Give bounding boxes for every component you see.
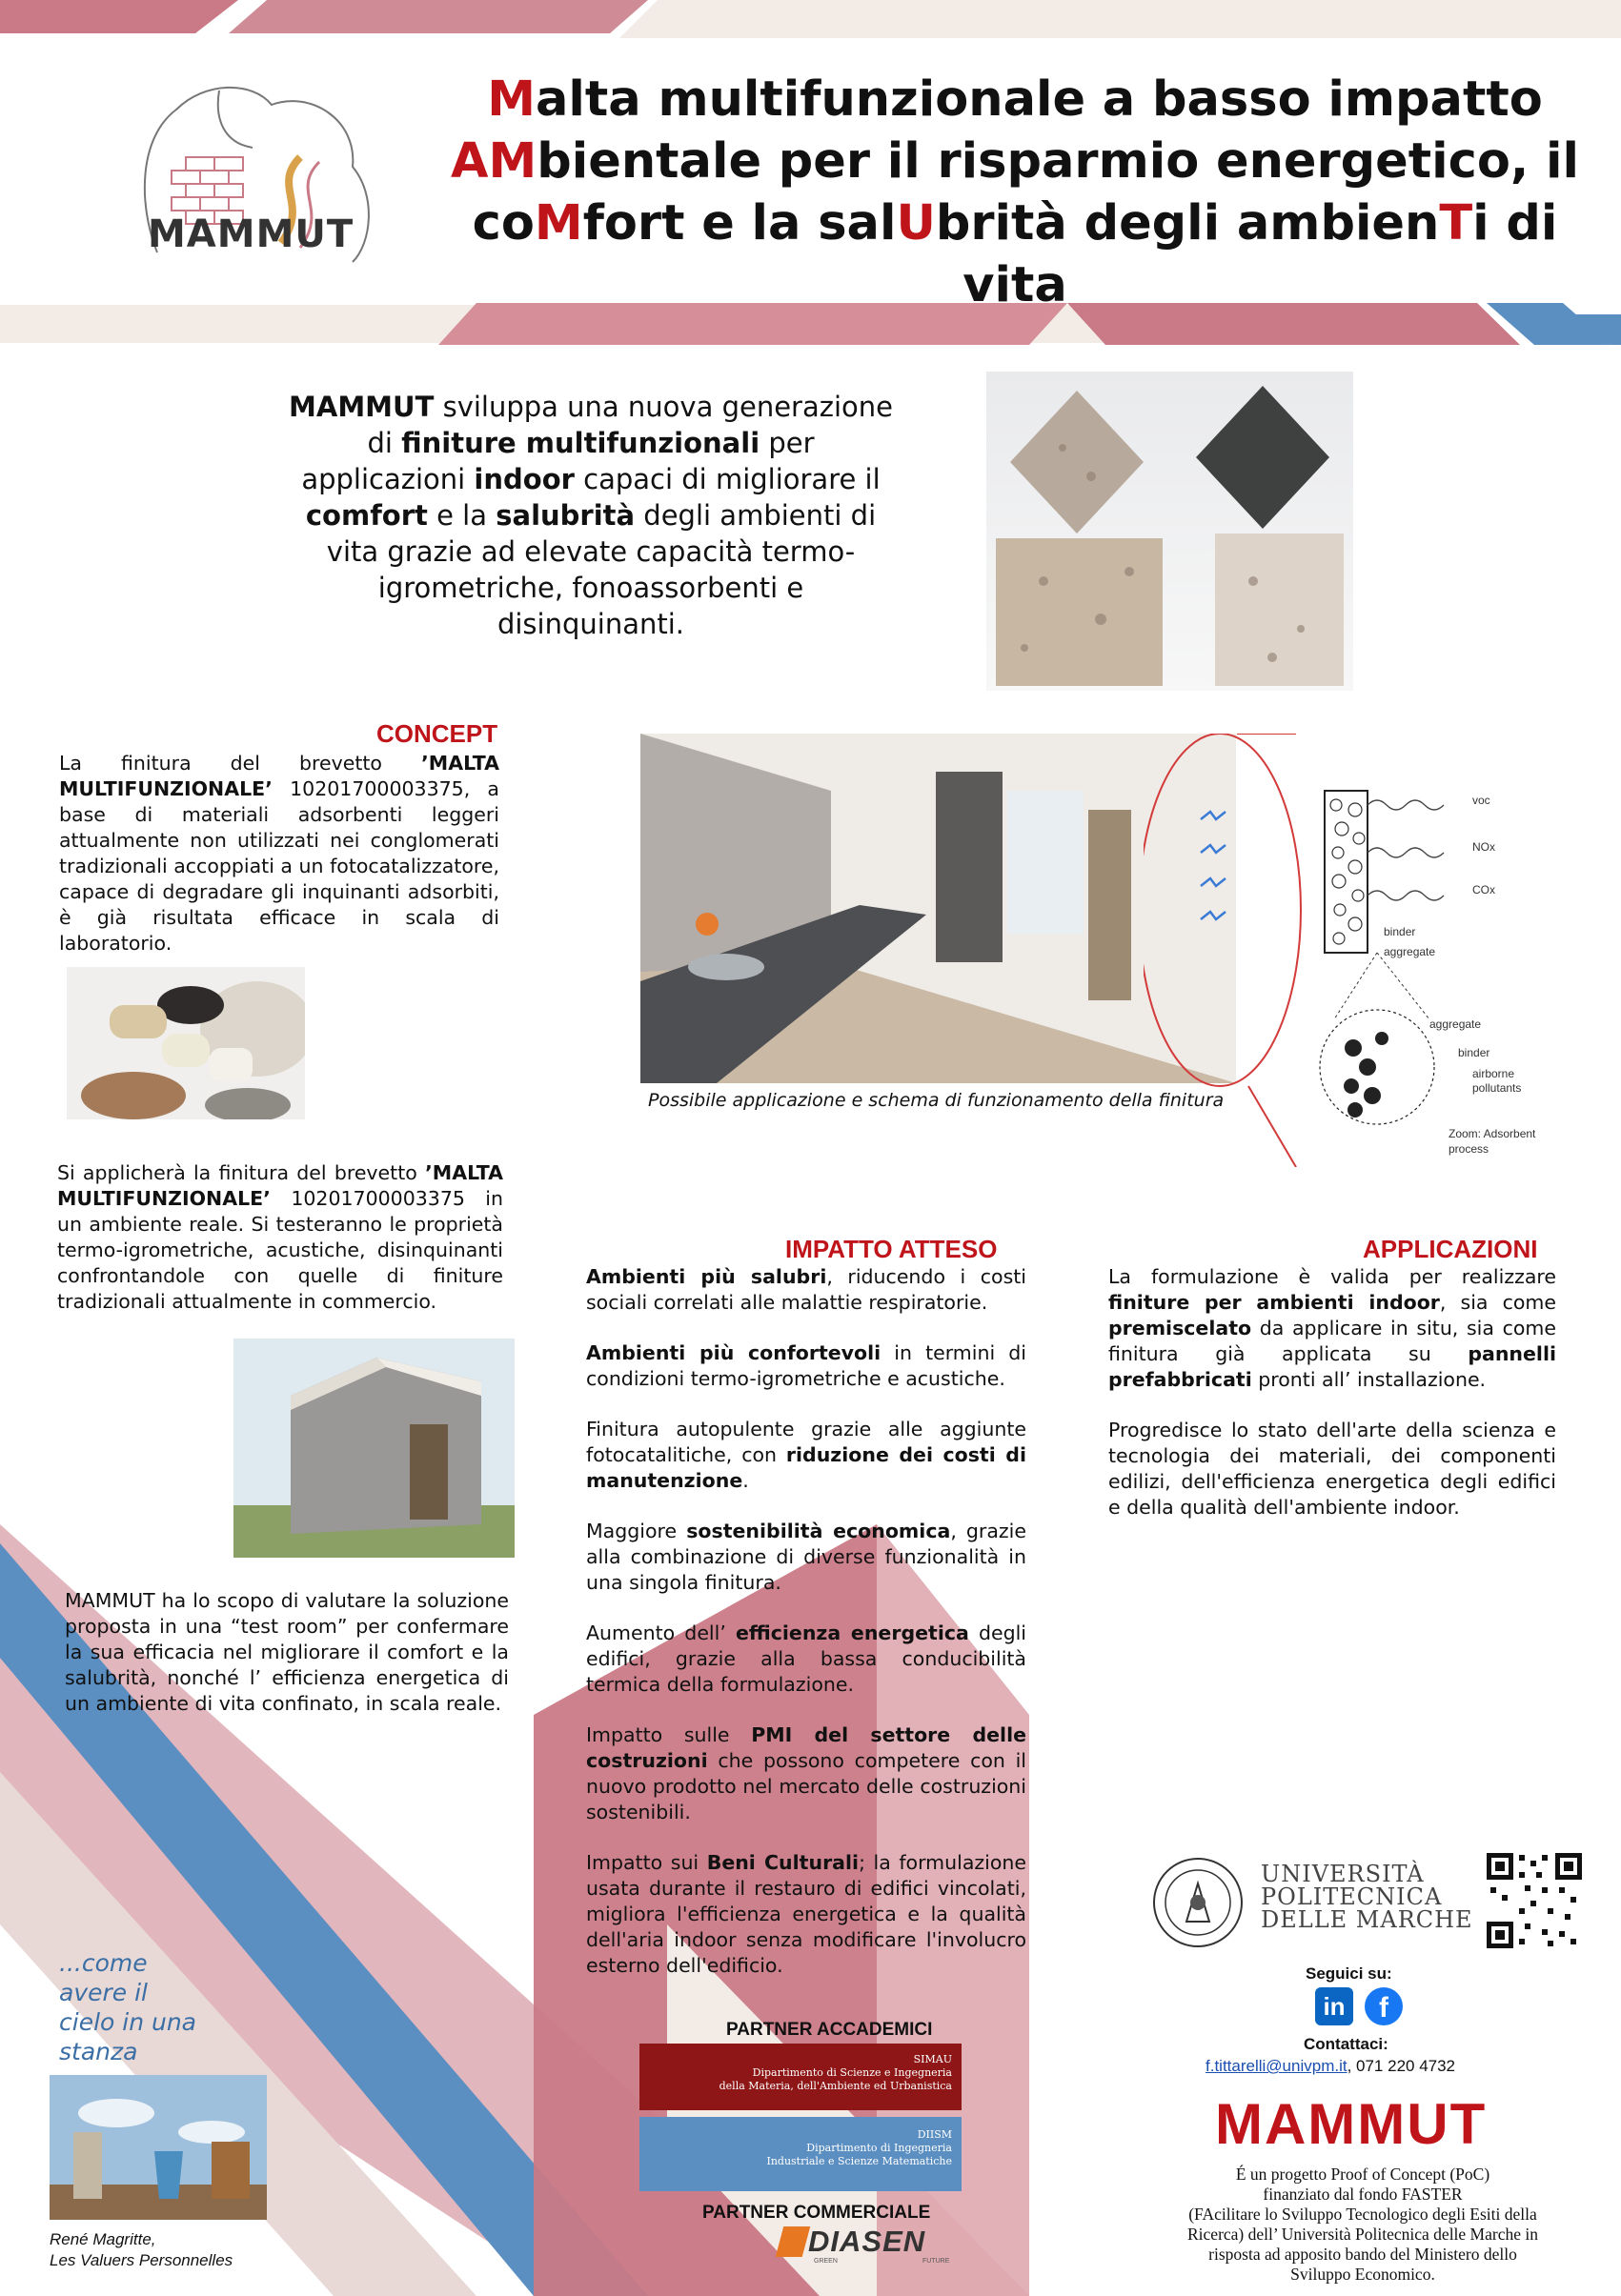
diagram-label-pollutants: pollutants xyxy=(1472,1081,1522,1095)
contacts-label: Contattaci: xyxy=(1304,2035,1388,2053)
diagram-label-nox: NOx xyxy=(1472,840,1495,854)
diism-code: DIISM xyxy=(917,2128,952,2141)
diagram-label-cox: COx xyxy=(1472,883,1495,896)
diasen-tag-future: FUTURE xyxy=(922,2258,950,2265)
footer-brand: MAMMUT xyxy=(1215,2092,1488,2156)
linkedin-icon[interactable]: in xyxy=(1315,1987,1353,2025)
email-link[interactable]: f.tittarelli@univpm.it xyxy=(1206,2057,1347,2075)
follow-label: Seguici su: xyxy=(1306,1964,1392,1983)
diagram-label-zoom: Zoom: Adsorbent xyxy=(1449,1127,1536,1140)
diagram-label-voc: voc xyxy=(1472,794,1490,807)
diagram-label-binder: binder xyxy=(1384,925,1416,938)
impatto-heading: IMPATTO ATTESO xyxy=(785,1235,998,1263)
contact-line xyxy=(1206,2057,1455,2076)
univpm-seal-icon xyxy=(1150,1855,1246,1950)
diism-line2: Industriale e Scienze Matematiche xyxy=(766,2155,952,2167)
diagram-label-airborne: airborne xyxy=(1472,1067,1515,1080)
apply-text: Si applicherà la finitura del brevetto ’MALTA MULTIFUNZIONALE’ 10201700003375 in un ambiente reale. Si testeranno le proprietà termo-igrometriche, acustiche, disinquinanti confrontandole con quelle di finiture tradizionali attualmente in commercio. xyxy=(57,1161,503,1313)
diism-banner xyxy=(639,2117,962,2191)
magritte-quote: ...come avere il cielo in una stanza xyxy=(59,1949,197,2065)
diagram-caption: Possibile applicazione e schema di funzionamento della finitura xyxy=(648,1090,1225,1111)
diasen-wordmark: DIASEN xyxy=(808,2225,926,2258)
applicazioni-heading: APPLICAZIONI xyxy=(1363,1235,1538,1263)
simau-line1: Dipartimento di Scienze e Ingegneria xyxy=(752,2066,952,2079)
mammut-logo xyxy=(119,52,405,281)
applicazioni-text: La formulazione è valida per realizzare finiture per ambienti indoor, sia come premiscelato da applicare in situ, sia come finitura già applicata su pannelli prefabbricati pronti all’ installazione. Progredisce lo stato dell'arte della scienza e tecnologia dei materiali, dei componenti edilizi, dell'efficienza energetica degli edifici e della qualità dell'ambiente indoor. xyxy=(1108,1265,1556,1519)
simau-line2: della Materia, dell'Ambiente ed Urbanistica xyxy=(719,2080,952,2092)
univpm-name: UNIVERSITÀ POLITECNICA DELLE MARCHE xyxy=(1261,1861,1473,1933)
simau-banner xyxy=(639,2044,962,2110)
painting-credit: René Magritte, Les Valuers Personnelles xyxy=(50,2230,233,2269)
commercial-partner-label: PARTNER COMMERCIALE xyxy=(702,2203,931,2223)
diagram-label-process: process xyxy=(1449,1142,1489,1156)
footer-funding-text: É un progetto Proof of Concept (PoC) finanziato dal fondo FASTER (FAcilitare lo Sviluppo Tecnologico degli Esiti della Ricerca) dell’ Università Politecnica delle Marche in risposta ad apposito bando del Ministero dello Sviluppo Economico. xyxy=(1187,2165,1538,2284)
intro-text: MAMMUT sviluppa una nuova generazione di finiture multifunzionali per applicazioni indoor capaci di migliorare il comfort e la salubrità degli ambienti di vita grazie ad elevate capacità termo-igrometriche, fonoassorbenti e disinquinanti. xyxy=(289,391,893,640)
concept-text: La finitura del brevetto ’MALTA MULTIFUNZIONALE’ 10201700003375, a base di materiali adsorbenti leggeri attualmente non utilizzati nei conglomerati tradizionali accoppiati a un fotocatalizzatore, capace di degradare gli inquinanti adsorbiti, è già risultata efficace in scala di laboratorio. xyxy=(59,752,499,955)
diasen-logo xyxy=(780,2226,970,2269)
impatto-text: Ambienti più salubri, riducendo i costi sociali correlati alle malattie respiratorie. Ambienti più confortevoli in termini di condizioni termo-igrometriche e acustiche. Finitura autopulente grazie alle aggiunte fotocatalitiche, con riduzione dei costi di manutenzione. Maggiore sostenibilità economica, grazie alla combinazione di diverse funzionalità in una singola finitura. Aumento dell’ efficienza energetica degli edifici, grazie alla bassa conducibilità termica della formulazione. Impatto sulle PMI del settore delle costruzioni che possono competere con il nuovo prodotto nel mercato delle costruzioni sostenibili. Impatto sui Beni Culturali; la formulazione usata durante il restauro di edifici vincolati, migliora l'efficienza energetica e la qualità dell'aria indoor senza modificare l'involucro esterno dell'edificio. xyxy=(586,1265,1026,1977)
qr-code[interactable] xyxy=(1487,1853,1582,1948)
facebook-icon[interactable]: f xyxy=(1365,1987,1403,2025)
page-title: Malta multifunzionale a basso impatto AMbientale per il risparmio energetico, il coMfort e la salUbrità degli ambienTi di vita xyxy=(451,71,1579,313)
simau-code: SIMAU xyxy=(913,2053,952,2065)
diagram-label-aggregate-zoom: aggregate xyxy=(1429,1017,1482,1031)
test-room-photo xyxy=(233,1339,515,1558)
diasen-tag-green: GREEN xyxy=(814,2258,838,2265)
magritte-painting xyxy=(50,2075,267,2220)
diism-line1: Dipartimento di Ingegneria xyxy=(806,2142,952,2154)
concept-heading: CONCEPT xyxy=(376,719,498,748)
phone-number: , 071 220 4732 xyxy=(1347,2057,1456,2075)
materials-photo xyxy=(67,967,305,1119)
mortar-samples-photo xyxy=(986,372,1353,691)
diagram-label-aggregate: aggregate xyxy=(1384,945,1436,958)
academic-partners-label: PARTNER ACCADEMICI xyxy=(726,2020,933,2040)
diagram-label-binder-zoom: binder xyxy=(1458,1046,1490,1059)
logo-text: MAMMUT xyxy=(148,212,355,256)
scope-text: MAMMUT ha lo scopo di valutare la soluzione proposta in una “test room” per confermare la sua efficacia nel migliorare il comfort e la salubrità, nonché l’ efficienza energetica di un ambiente di vita confinato, in scala reale. xyxy=(65,1589,509,1715)
